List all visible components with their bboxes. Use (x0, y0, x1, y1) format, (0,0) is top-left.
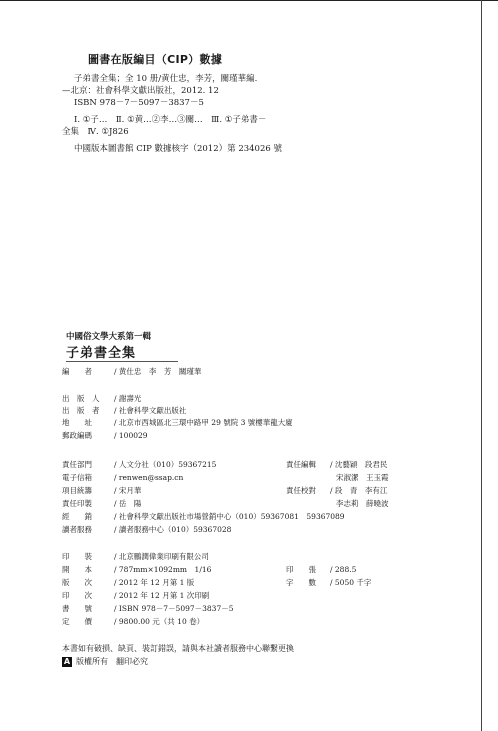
row-value: / 北京市西城區北三環中路甲 29 號院 3 號樓華龍大廈 (114, 418, 293, 427)
row-value: / 2012 年 12 月第 1 版 (114, 578, 195, 587)
proofreader-value: / 段 青 李有江 (330, 486, 388, 495)
row-value: / 讀者服務中心（010）59367028 (114, 525, 232, 534)
row-value: / 謝壽光 (114, 394, 142, 403)
editors-row (62, 367, 201, 377)
printing-row (62, 591, 209, 601)
cip-heading: 圖書在版編目（CIP）數據 (88, 53, 223, 66)
proofreader-cont: 李志莉 薛曉波 (336, 499, 389, 508)
right-border (481, 0, 482, 731)
cip-line: 中國版本圖書館 CIP 數據核字（2012）第 234026 號 (74, 144, 282, 154)
printing-wordcount (286, 578, 371, 588)
publisher-row (62, 406, 186, 416)
row-value: / 宋月華 (114, 486, 142, 495)
publisher-logo-icon: A (63, 657, 71, 666)
row-value: / 288.5 (330, 565, 357, 574)
row-label: 出 版 者 (62, 406, 100, 415)
row-label: 印 張 (286, 565, 316, 574)
row-label: 出 版 人 (62, 394, 100, 403)
proofreader-label: 責任校對 (286, 486, 316, 495)
cip-line: —北京：社會科學文獻出版社，2012. 12 (62, 86, 219, 96)
publisher-row (62, 431, 148, 441)
row-label: 責任部門 (62, 460, 92, 469)
printing-row (62, 552, 209, 562)
row-label: 開 本 (62, 565, 92, 574)
printing-row (62, 565, 211, 575)
proofreader (286, 486, 387, 496)
printing-row (62, 578, 194, 588)
row-label: 項目統籌 (62, 486, 92, 495)
book-title: 子弟書全集 (66, 346, 137, 361)
row-value: / 人文分社（010）59367215 (114, 460, 217, 469)
editors-label: 編 者 (62, 367, 92, 376)
row-label: 經 銷 (62, 512, 92, 521)
row-value: / renwen@ssap.cn (114, 473, 184, 482)
row-value: / 100029 (114, 431, 148, 440)
staff-row (62, 473, 183, 483)
printing-row (62, 617, 204, 627)
row-value: / 2012 年 12 月第 1 次印刷 (114, 591, 210, 600)
row-label: 印 次 (62, 591, 92, 600)
staff-row (62, 460, 216, 470)
row-label: 責任印製 (62, 499, 92, 508)
publisher-row (62, 418, 293, 428)
row-value: / 岳 陽 (114, 499, 142, 508)
printing-row (62, 604, 234, 614)
row-value: / 社會科學文獻出版社 (114, 406, 187, 415)
cip-line: 子弟書全集；全 10 册/黄仕忠，李芳，關瑾華編. (74, 74, 258, 84)
row-label: 地 址 (62, 418, 92, 427)
copyright-line (62, 656, 148, 667)
copyright-text: 版權所有 翻印必究 (76, 657, 148, 666)
row-value: / 5050 千字 (330, 578, 372, 587)
editor-in-charge-label: 責任編輯 (286, 460, 316, 469)
row-value: / 9800.00 元（共 10 卷） (114, 617, 205, 626)
row-label: 印 裝 (62, 552, 92, 561)
row-label: 版 次 (62, 578, 92, 587)
row-label: 電子信箱 (62, 473, 92, 482)
top-border (0, 0, 498, 1)
printing-sheets (286, 565, 356, 575)
row-label: 字 數 (286, 578, 316, 587)
staff-row (62, 499, 141, 509)
distribution-row (62, 525, 231, 535)
editors-value: / 黄仕忠 李 芳 關瑾華 (114, 367, 202, 376)
publisher-row (62, 394, 141, 404)
editor-in-charge-cont: 宋淑潔 王玉霞 (336, 473, 389, 482)
row-label: 郵政編碼 (62, 431, 92, 440)
title-rule (66, 361, 178, 362)
row-value: / 北京鵬潤偉業印刷有限公司 (114, 552, 209, 561)
editor-in-charge (286, 460, 387, 470)
cip-line: 全集 Ⅳ. ①J826 (62, 127, 129, 137)
series-title: 中國俗文學大系第一輯 (66, 332, 152, 342)
row-label: 定 價 (62, 617, 92, 626)
editor-in-charge-value: / 沈藝穎 段君民 (330, 460, 388, 469)
cip-line: ISBN 978－7－5097－3837－5 (74, 98, 204, 108)
cip-line: Ⅰ. ①子… Ⅱ. ①黄…②李…③關… Ⅲ. ①子弟書－ (74, 115, 267, 125)
row-value: / ISBN 978－7－5097－3837－5 (114, 604, 234, 613)
row-label: 書 號 (62, 604, 92, 613)
notice-text: 本書如有破損、缺頁、裝訂錯誤，請與本社讀者服務中心聯繫更換 (62, 644, 294, 653)
row-value: / 787mm×1092mm 1/16 (114, 565, 212, 574)
row-label: 讀者服務 (62, 525, 92, 534)
distribution-row (62, 512, 345, 522)
staff-row (62, 486, 141, 496)
row-value: / 社會科學文獻出版社市場營銷中心（010）59367081 59367089 (114, 512, 345, 521)
